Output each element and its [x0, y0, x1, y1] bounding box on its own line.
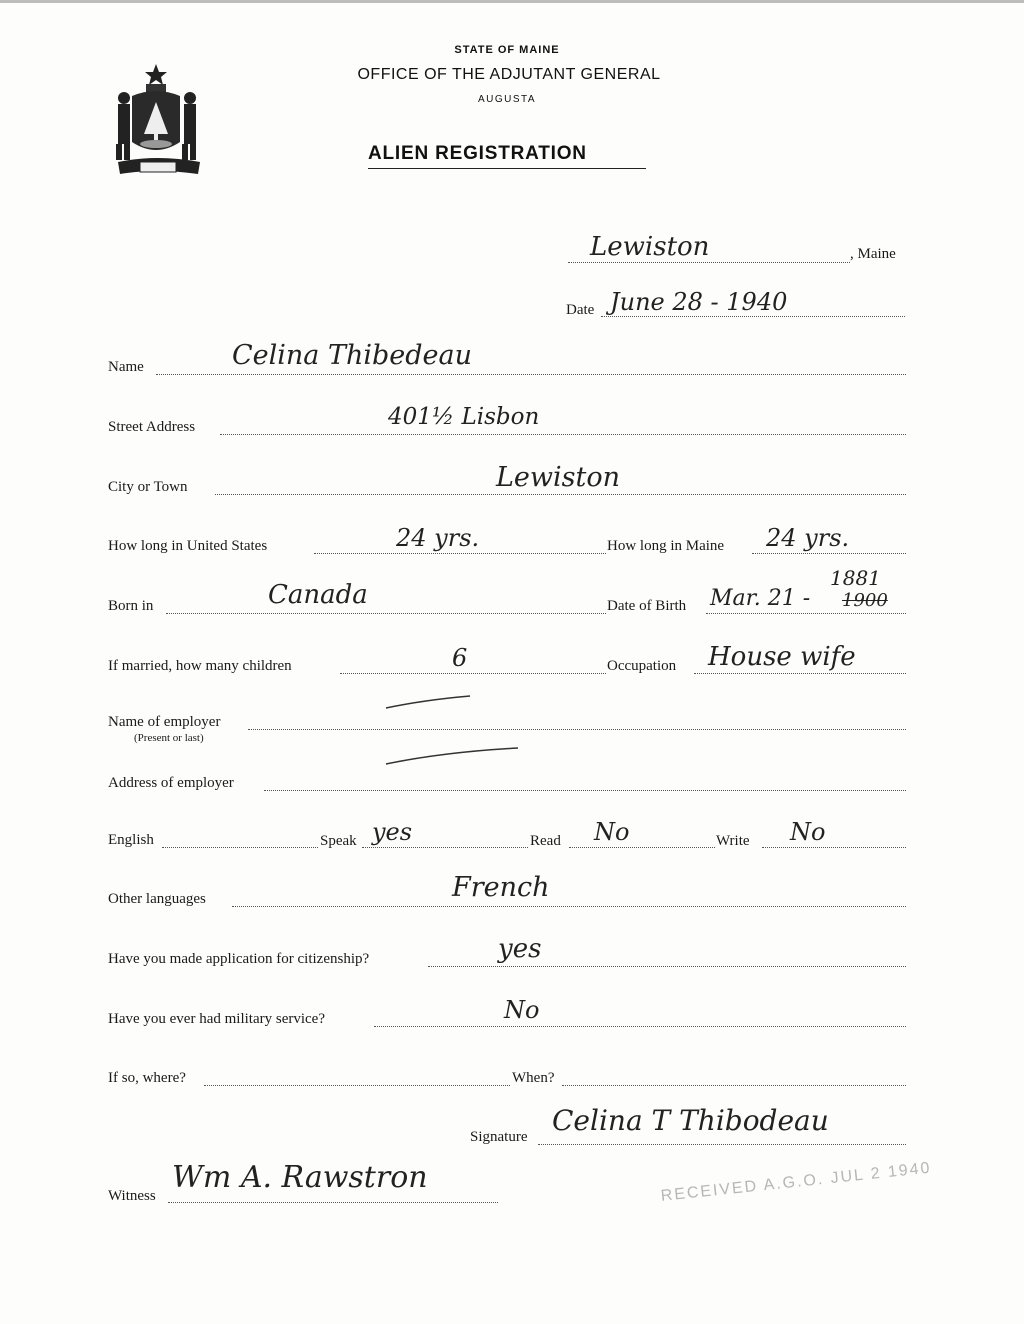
me-years-label: How long in Maine	[607, 538, 725, 554]
where-label: If so, where?	[108, 1070, 186, 1086]
dob-label: Date of Birth	[607, 598, 687, 614]
employer-address-dash-mark	[384, 744, 524, 773]
employer-label: Name of employer	[108, 714, 221, 730]
name-value: Celina Thibedeau	[232, 340, 473, 371]
street-value: 401½ Lisbon	[388, 404, 540, 430]
english-label: English	[108, 832, 154, 848]
when-label: When?	[512, 1070, 555, 1086]
us-years-value: 24 yrs.	[396, 524, 480, 552]
us-years-label: How long in United States	[108, 538, 268, 554]
city-line-value: Lewiston	[590, 232, 710, 262]
military-value: No	[504, 996, 540, 1024]
dob-value: Mar. 21 -	[710, 586, 811, 611]
military-label: Have you ever had military service?	[108, 1011, 325, 1027]
english-dots	[162, 847, 318, 848]
office-heading: OFFICE OF THE ADJUTANT GENERAL	[357, 66, 661, 83]
military-dots	[374, 1026, 906, 1027]
read-label: Read	[530, 833, 561, 849]
title-underline	[368, 168, 646, 169]
languages-label: Other languages	[108, 891, 206, 907]
city-line-dots	[568, 262, 850, 263]
dob-year-note: 1881	[830, 566, 881, 590]
name-label: Name	[108, 359, 144, 375]
employer-dash-mark	[384, 692, 474, 717]
city-line-suffix: , Maine	[850, 246, 896, 262]
read-dots	[569, 847, 715, 848]
city-heading: AUGUSTA	[477, 94, 537, 105]
town-dots	[215, 494, 906, 495]
town-label: City or Town	[108, 479, 188, 495]
me-years-dots	[752, 553, 906, 554]
witness-value: Wm A. Rawstron	[172, 1160, 428, 1195]
town-value: Lewiston	[496, 462, 621, 493]
employer-sublabel: (Present or last)	[134, 732, 204, 744]
write-label: Write	[716, 833, 750, 849]
children-label: If married, how many children	[108, 658, 292, 674]
citizenship-value: yes	[498, 934, 542, 964]
dob-struck-year: 1900	[842, 590, 888, 611]
born-label: Born in	[108, 598, 154, 614]
write-dots	[762, 847, 906, 848]
citizenship-dots	[428, 966, 906, 967]
when-dots	[562, 1085, 906, 1086]
born-dots	[166, 613, 606, 614]
name-dots	[156, 374, 906, 375]
date-dots	[601, 316, 905, 317]
occupation-dots	[694, 673, 906, 674]
dob-dots	[706, 613, 906, 614]
employer-address-label: Address of employer	[108, 775, 234, 791]
children-dots	[340, 673, 606, 674]
languages-dots	[232, 906, 906, 907]
occupation-label: Occupation	[607, 658, 677, 674]
speak-dots	[362, 847, 528, 848]
where-dots	[204, 1085, 510, 1086]
scan-edge	[0, 0, 1024, 3]
children-value: 6	[452, 644, 468, 672]
me-years-value: 24 yrs.	[766, 524, 850, 552]
street-label: Street Address	[108, 419, 196, 435]
witness-dots	[168, 1202, 498, 1203]
employer-address-dots	[264, 790, 906, 791]
date-value: June 28 - 1940	[610, 288, 788, 316]
form-title: ALIEN REGISTRATION	[368, 143, 587, 164]
state-heading: STATE OF MAINE	[454, 44, 560, 56]
citizenship-label: Have you made application for citizenship?	[108, 951, 370, 967]
occupation-value: House wife	[708, 642, 856, 672]
read-value: No	[594, 818, 630, 846]
born-value: Canada	[268, 580, 368, 610]
speak-label: Speak	[320, 833, 357, 849]
speak-value: yes	[372, 818, 413, 846]
street-dots	[220, 434, 906, 435]
witness-label: Witness	[108, 1188, 156, 1204]
signature-label: Signature	[470, 1129, 528, 1145]
signature-value: Celina T Thibodeau	[552, 1104, 829, 1137]
employer-dots	[248, 729, 906, 730]
languages-value: French	[452, 872, 550, 903]
date-label: Date	[566, 302, 595, 318]
received-stamp: RECEIVED A.G.O. JUL 2 1940	[660, 1159, 933, 1205]
us-years-dots	[314, 553, 606, 554]
signature-dots	[538, 1144, 906, 1145]
write-value: No	[790, 818, 826, 846]
